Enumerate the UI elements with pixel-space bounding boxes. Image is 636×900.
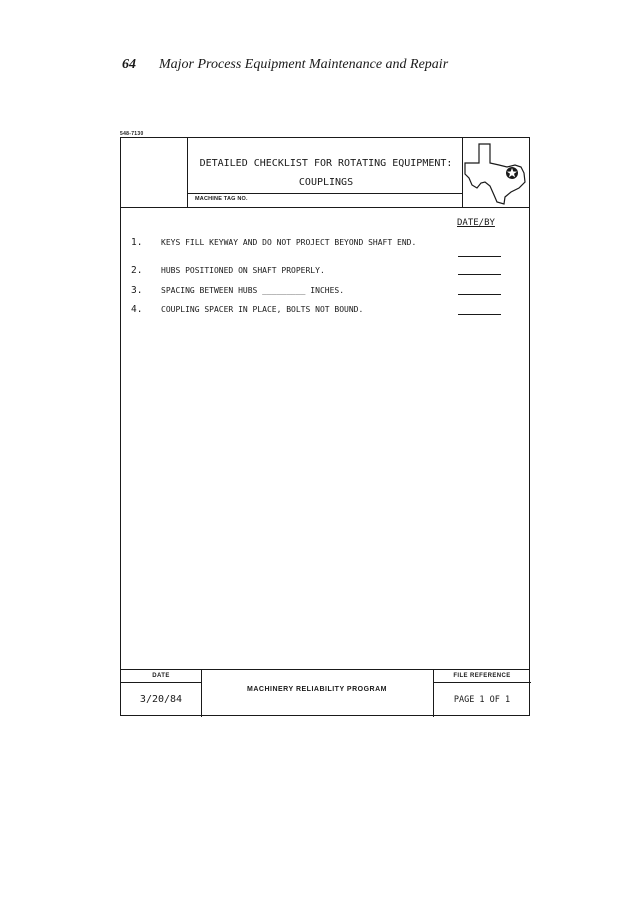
date-by-sign-line[interactable] [458, 314, 501, 315]
machine-tag-label: MACHINE TAG NO. [195, 196, 248, 202]
machine-tag-divider [187, 193, 462, 194]
header-divider-left [187, 138, 188, 208]
item-text: KEYS FILL KEYWAY AND DO NOT PROJECT BEYOND SHAFT END. [161, 238, 417, 247]
checklist-title [191, 154, 461, 192]
date-by-sign-line[interactable] [458, 294, 501, 295]
header-bottom-rule [121, 207, 529, 208]
checklist-form [120, 137, 530, 716]
date-by-sign-line[interactable] [458, 274, 501, 275]
item-number: 4. [131, 304, 143, 315]
item-number: 3. [131, 285, 143, 296]
checklist-title-line-2: COUPLINGS [298, 177, 354, 188]
footer-top-rule [121, 669, 529, 670]
page-count: PAGE 1 OF 1 [453, 695, 511, 705]
footer-date-label: DATE [152, 673, 170, 679]
item-number: 1. [131, 237, 143, 248]
date-by-column-label: DATE/BY [457, 218, 495, 228]
running-header-title: Major Process Equipment Maintenance and Repair [159, 57, 449, 72]
file-reference-label: FILE REFERENCE [453, 673, 511, 679]
footer-divider-left [201, 669, 202, 717]
item-text: HUBS POSITIONED ON SHAFT PROPERLY. [161, 266, 325, 275]
footer-date-rule [121, 682, 202, 683]
footer-divider-right [433, 669, 434, 717]
footer-date-value: 3/20/84 [139, 694, 183, 705]
footer-ref-rule [433, 682, 531, 683]
checklist-title-line-1: DETAILED CHECKLIST FOR ROTATING EQUIPMENT: [199, 158, 453, 169]
page-number: 64 [122, 57, 136, 72]
item-text: COUPLING SPACER IN PLACE, BOLTS NOT BOUND. [161, 305, 364, 314]
item-number: 2. [131, 265, 143, 276]
item-text: SPACING BETWEEN HUBS _________ INCHES. [161, 286, 345, 295]
date-by-sign-line[interactable] [458, 256, 501, 257]
texas-state-outline-logo-icon [463, 140, 529, 206]
footer-program-name: MACHINERY RELIABILITY PROGRAM [247, 686, 387, 693]
form-id: 548-7130 [120, 131, 144, 137]
